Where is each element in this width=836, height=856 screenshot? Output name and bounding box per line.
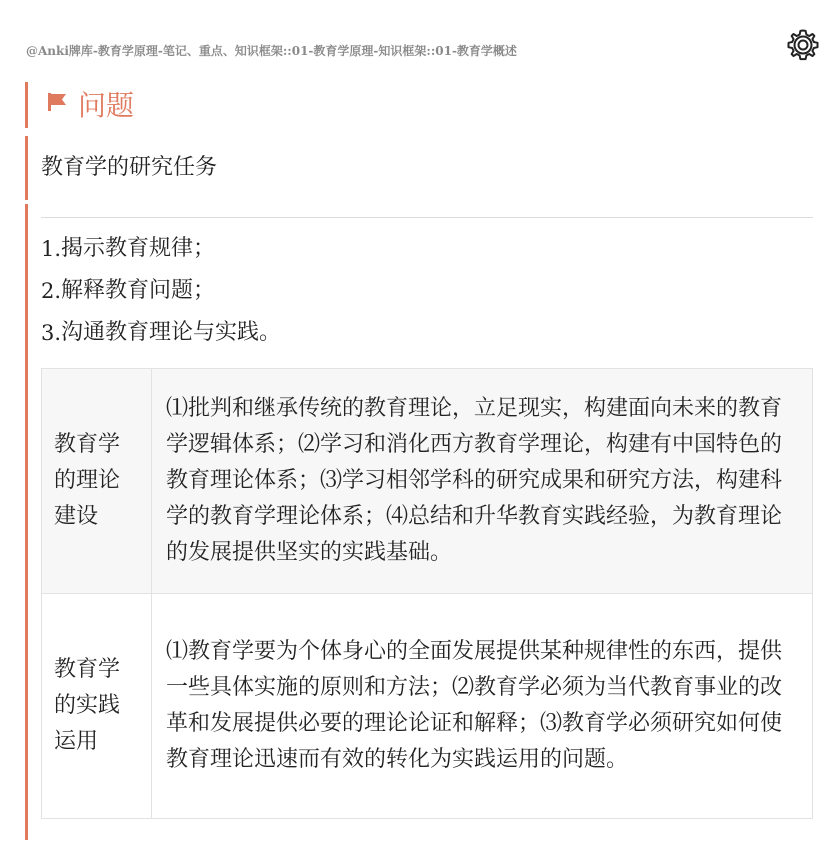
- table-row-header: 教育学的实践运用: [42, 594, 152, 819]
- table-row-header: 教育学的理论建设: [42, 369, 152, 594]
- section-title: 问题: [78, 89, 135, 122]
- answer-list: [41, 228, 281, 354]
- question-text: 教育学的研究任务: [41, 155, 218, 180]
- table-row: [42, 369, 813, 594]
- table-row: [42, 594, 813, 819]
- flag-icon: [46, 91, 68, 117]
- table-cell: ⑴教育学要为个体身心的全面发展提供某种规律性的东西，提供一些具体实施的原则和方法；⑵教育学必须为当代教育事业的改革和发展提供必要的理论论证和解释；⑶教育学必须研究如何使教育理论迅速而有效的转化为实践运用的问题。: [152, 594, 813, 819]
- section-accent-bar: [25, 82, 28, 128]
- breadcrumb: @Anki牌库-教育学原理-笔记、重点、知识框架::01-教育学原理-知识框架::01-教育学概述: [26, 44, 517, 58]
- list-item-text: 揭示教育规律；: [61, 236, 216, 261]
- divider: [41, 217, 813, 218]
- answer-accent-bar: [25, 204, 28, 840]
- list-item-number: 2.: [41, 279, 62, 303]
- question-accent-bar: [25, 136, 28, 200]
- table-cell: ⑴批判和继承传统的教育理论，立足现实，构建面向未来的教育学逻辑体系；⑵学习和消化西方教育学理论，构建有中国特色的教育理论体系；⑶学习相邻学科的研究成果和研究方法，构建科学的教育学理论体系；⑷总结和升华教育实践经验，为教育理论的发展提供坚实的实践基础。: [152, 369, 813, 594]
- list-item: [41, 270, 281, 312]
- list-item: [41, 312, 281, 354]
- list-item-number: 3.: [41, 321, 62, 345]
- list-item-text: 解释教育问题；: [61, 278, 216, 303]
- info-table: [41, 368, 813, 819]
- list-item-number: 1.: [41, 237, 62, 261]
- list-item: [41, 228, 281, 270]
- list-item-text: 沟通教育理论与实践。: [61, 320, 282, 345]
- section-header: [46, 84, 134, 124]
- gear-icon[interactable]: [786, 28, 820, 62]
